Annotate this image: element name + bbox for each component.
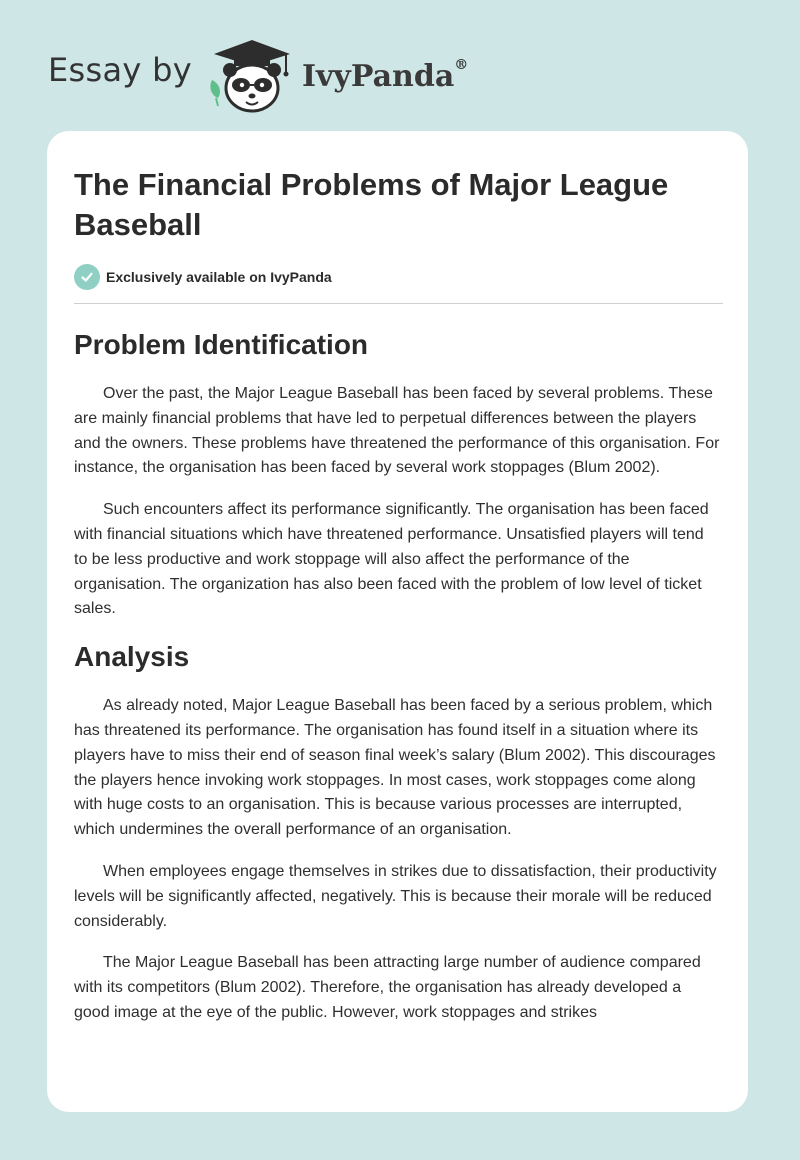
panda-graduate-icon bbox=[206, 36, 298, 116]
section-heading-problem-identification: Problem Identification bbox=[74, 329, 369, 360]
exclusive-badge bbox=[74, 263, 721, 291]
section-heading-analysis: Analysis bbox=[74, 641, 190, 673]
paragraph: When employees engage themselves in strikes due to dissatisfaction, their productivity levels will be significantly affected, negatively. This is because their morale will be reduced considerably. bbox=[74, 862, 717, 930]
paragraph: The Major League Baseball has been attracting large number of audience compared with its competitors (Blum 2002). Therefore, the organisation has already developed a good image at the eye of the public. However, work stoppages and strikes bbox=[74, 954, 701, 1021]
essay-by-label: Essay by bbox=[48, 51, 192, 89]
registered-mark: ® bbox=[454, 56, 469, 73]
essay-card bbox=[47, 131, 748, 1112]
paragraph: Such encounters affect its performance significantly. The organisation has been faced with financial situations which have threatened performance. Unsatisfied players will tend to be less productive and work stoppage will also affect the performance of the organisation. The organization has also been faced with the problem of low level of ticket sales. bbox=[74, 501, 709, 618]
check-icon bbox=[74, 264, 100, 290]
page-title: The Financial Problems of Major League Baseball bbox=[74, 167, 669, 242]
divider bbox=[74, 303, 723, 304]
site-header bbox=[48, 36, 468, 116]
paragraph: Over the past, the Major League Baseball has been faced by several problems. These are mainly financial problems that have led to perpetual differences between the players and the owners. These problems have threatened the performance of this organisation. For instance, the organisation has been faced by several work stoppages (Blum 2002). bbox=[74, 385, 720, 477]
badge-label: Exclusively available on IvyPanda bbox=[106, 269, 332, 285]
paragraph: As already noted, Major League Baseball has been faced by a serious problem, which has threatened its performance. The organisation has found itself in a situation where its players have to miss their end of season final week’s salary (Blum 2002). This discourages the players hence invoking work stoppages. In most cases, work stoppages come along with huge costs to an organisation. This is because various processes are interrupted, which undermines the overall performance of an organisation. bbox=[74, 697, 716, 839]
brand-name[interactable] bbox=[301, 56, 469, 94]
brand-text: IvyPanda bbox=[301, 58, 455, 94]
